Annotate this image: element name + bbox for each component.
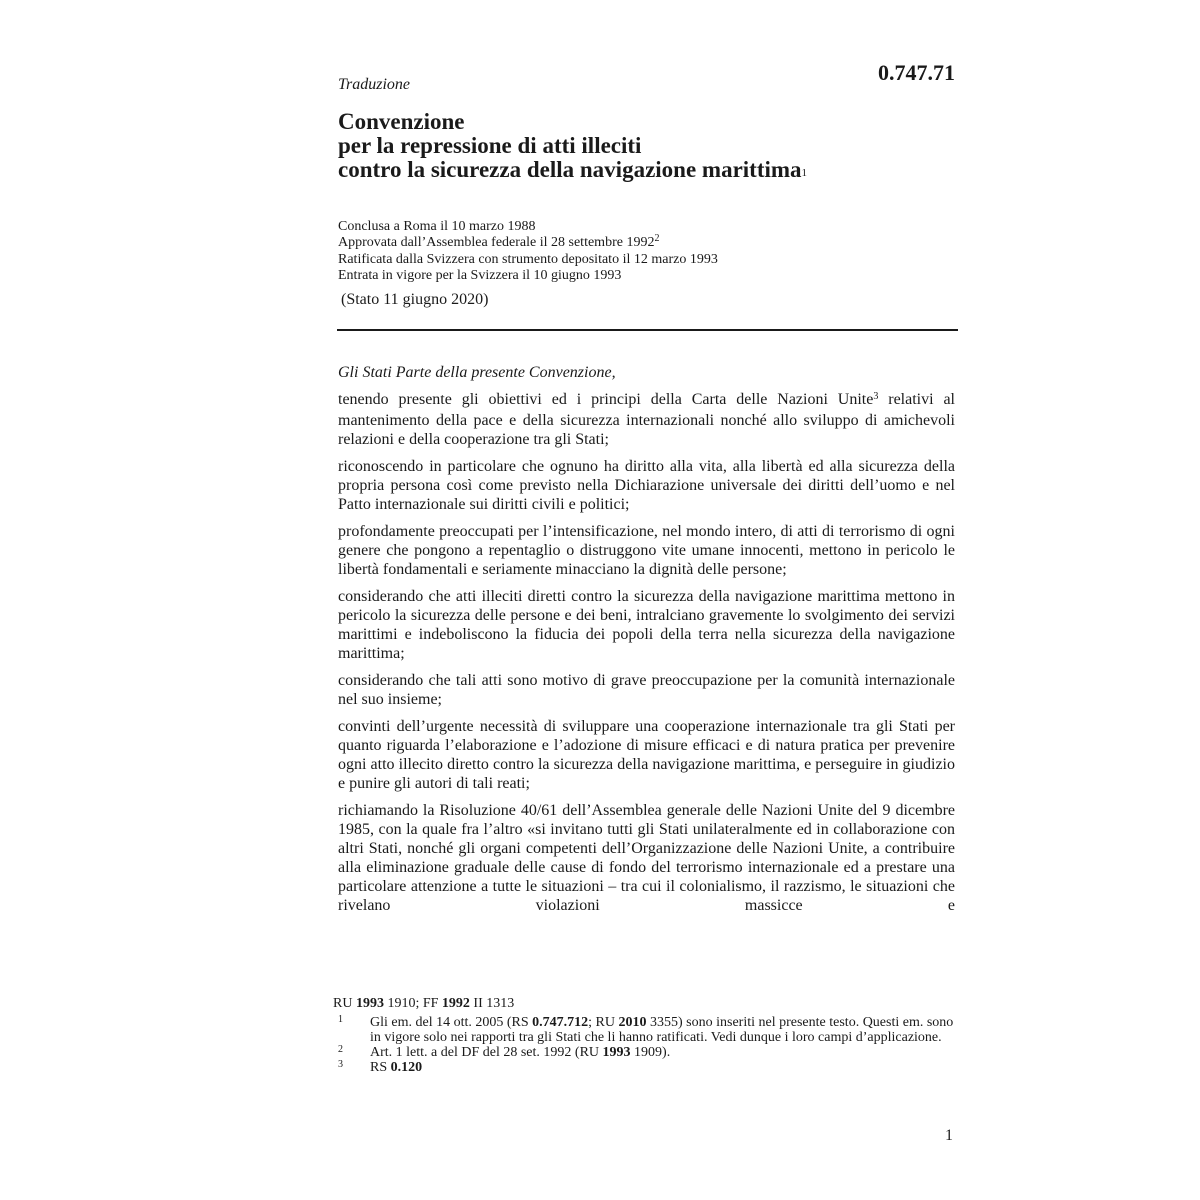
footnote-2-number: 2	[338, 1044, 343, 1055]
ref-ru-year: 1993	[355, 996, 384, 1011]
preamble: Gli Stati Parte della presente Convenzione,	[338, 364, 616, 381]
title-line-3-text: contro la sicurezza della navigazione marittima	[338, 157, 802, 182]
body-text	[338, 363, 955, 923]
footnote-mark-1[interactable]: 1	[801, 167, 808, 179]
footnotes	[333, 996, 958, 1075]
footnote-mark-2[interactable]: 2	[654, 233, 660, 244]
fn2-a: Art. 1 lett. a del DF del 28 set. 1992 (RU	[370, 1045, 603, 1060]
header-divider	[337, 329, 958, 331]
document-title	[338, 110, 958, 186]
title-line-3	[338, 158, 958, 186]
fn1-rs: 0.747.712	[532, 1015, 589, 1030]
document-metadata	[338, 219, 958, 284]
fn1-ru: 2010	[618, 1015, 647, 1030]
paragraph-5: considerando che tali atti sono motivo di grave preoccupazione per la comunità internazionale nel suo insieme;	[338, 672, 955, 708]
official-reference	[333, 996, 958, 1011]
footnote-3-number: 3	[338, 1059, 343, 1070]
footnote-3	[333, 1060, 958, 1075]
footnote-2	[333, 1045, 958, 1060]
paragraph-6: convinti dell’urgente necessità di sviluppare una cooperazione internazionale tra gli Stati per quanto riguarda l’elaborazione e l’adozione di misure efficaci e di natura pratica per prevenire ogni atto illecito diretto contro la sicurezza della navigazione marittima, e perseguire in giudizio e punire gli autori di tali reati;	[338, 718, 955, 792]
fn1-c: 3355) sono inseriti nel presente testo. Questi em. sono in vigore solo nei rapporti tra gli Stati che li hanno ratificati. Vedi dunque i loro campi d’applicazione.	[370, 1015, 954, 1045]
paragraph-1	[338, 390, 955, 449]
paragraph-4: considerando che atti illeciti diretti contro la sicurezza della navigazione marittima mettono in pericolo la sicurezza delle persone e dei beni, intralciano gravemente lo svolgimento dei servizi marittimi e indeboliscono la fiducia dei popoli della terra nella sicurezza della navigazione marittima;	[338, 588, 955, 662]
in-force-line: Entrata in vigore per la Svizzera il 10 giugno 1993	[338, 268, 622, 283]
fn1-b: ; RU	[588, 1015, 619, 1030]
document-number: 0.747.71	[878, 60, 955, 85]
fn3-rs: 0.120	[390, 1060, 423, 1075]
paragraph-7: richiamando la Risoluzione 40/61 dell’Assemblea generale delle Nazioni Unite del 9 dicembre 1985, con la quale fra l’altro «si invitano tutti gli Stati unilateralmente ed in collaborazione con altri Stati, nonché gli organi competenti dell’Organizzazione delle Nazioni Unite, a contribuire alla eliminazione graduale delle cause di fondo del terrorismo internazionale ed a prestare una particolare attenzione a tutte le situazioni – tra cui il colonialismo, il razzismo, le situazioni che rivelano violazioni massicce e	[338, 802, 955, 914]
status-line: (Stato 11 giugno 2020)	[341, 291, 489, 308]
footnote-1-text	[370, 1015, 958, 1045]
approved-text: Approvata dall’Assemblea federale il 28 settembre 1992	[338, 235, 655, 250]
concluded-line: Conclusa a Roma il 10 marzo 1988	[338, 219, 536, 234]
fn2-ru: 1993	[602, 1045, 631, 1060]
ref-ff-year: 1992	[441, 996, 470, 1011]
paragraph-1-text-b: relativi al mantenimento della pace e della sicurezza internazionali nonché allo sviluppo di amichevoli relazioni e della cooperazione tra gli Stati;	[338, 391, 956, 448]
footnote-1	[333, 1015, 958, 1045]
ref-ru-label: RU	[333, 996, 356, 1011]
footnote-3-text	[370, 1060, 958, 1075]
footnote-1-number: 1	[338, 1014, 343, 1025]
ref-ff-page: II 1313	[469, 996, 515, 1011]
fn2-b: 1909).	[630, 1045, 671, 1060]
ref-ru-page: 1910; FF	[383, 996, 442, 1011]
paragraph-2: riconoscendo in particolare che ognuno ha diritto alla vita, alla libertà ed alla sicurezza della propria persona così come previsto nella Dichiarazione universale dei diritti dell’uomo e nel Patto internazionale sui diritti civili e politici;	[338, 458, 955, 513]
fn3-a: RS	[370, 1060, 391, 1075]
paragraph-3: profondamente preoccupati per l’intensificazione, nel mondo intero, di atti di terrorismo di ogni genere che pongono a repentaglio o distruggono vite umane innocenti, mettono in pericolo le libertà fondamentali e seriamente minacciano la dignità delle persone;	[338, 523, 955, 578]
page-number: 1	[945, 1127, 953, 1144]
translation-label: Traduzione	[338, 76, 411, 93]
footnote-2-text	[370, 1045, 958, 1060]
title-line-1: Convenzione	[338, 109, 465, 134]
paragraph-1-text-a: tenendo presente gli obiettivi ed i principi della Carta delle Nazioni Unite	[338, 391, 874, 408]
approved-line	[338, 235, 958, 252]
footnote-mark-3[interactable]: 3	[873, 391, 879, 402]
fn1-a: Gli em. del 14 ott. 2005 (RS	[370, 1015, 533, 1030]
title-line-2: per la repressione di atti illeciti	[338, 133, 642, 158]
ratified-line: Ratificata dalla Svizzera con strumento depositato il 12 marzo 1993	[338, 252, 718, 267]
